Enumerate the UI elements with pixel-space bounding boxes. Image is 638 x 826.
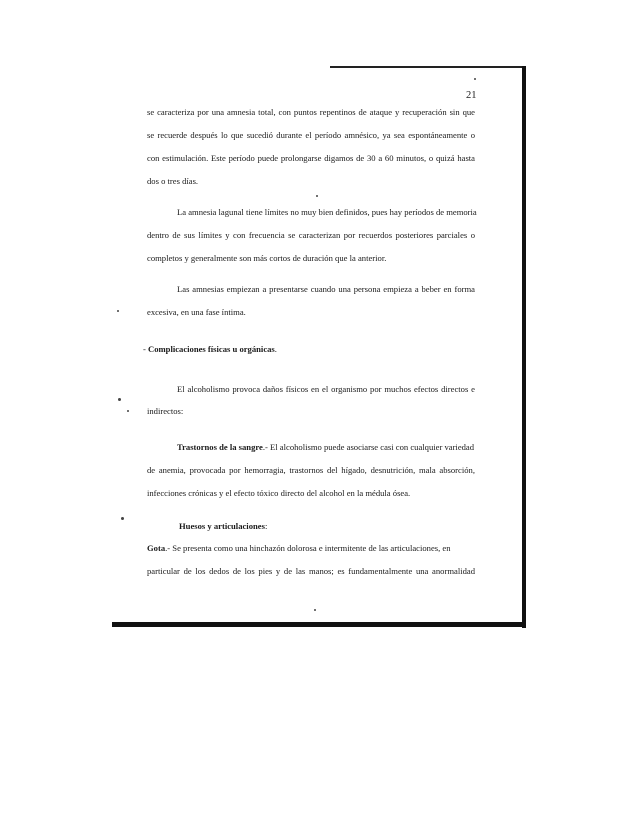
text-line: La amnesia lagunal tiene límites no muy bien definidos, pues hay períodos de memoria bbox=[177, 207, 477, 217]
text-line: particular de los dedos de los pies y de las manos; es fundamentalmente una anormalidad bbox=[147, 566, 475, 576]
scan-speck bbox=[117, 310, 119, 312]
scan-speck bbox=[127, 410, 129, 412]
text-line: con estimulación. Este período puede prolongarse digamos de 30 a 60 minutos, o quizá hasta bbox=[147, 153, 475, 163]
blood-disorders-heading: Trastornos de la sangre bbox=[177, 442, 263, 452]
scan-speck bbox=[118, 398, 121, 401]
scan-speck bbox=[474, 78, 476, 80]
subheading bbox=[179, 521, 507, 532]
text-line: Las amnesias empiezan a presentarse cuando una persona empieza a beber en forma bbox=[177, 284, 475, 294]
text-line: de anemia, provocada por hemorragia, trastornos del hígado, desnutrición, mala absorción, bbox=[147, 465, 475, 475]
text-line: se recuerde después lo que sucedió durante el período amnésico, ya sea espontáneamente o bbox=[147, 130, 475, 140]
scan-speck bbox=[316, 195, 318, 197]
text-line: dentro de sus límites y con frecuencia se caracterizan por recuerdos posteriores parciales o bbox=[147, 230, 475, 240]
subheading-title: Huesos y articulaciones bbox=[179, 521, 265, 531]
text-line: dos o tres días. bbox=[147, 176, 199, 186]
scan-speck bbox=[314, 609, 316, 611]
text-line: se caracteriza por una amnesia total, con puntos repentinos de ataque y recuperación sin que bbox=[147, 107, 475, 117]
gout-text: .- Se presenta como una hinchazón dolorosa e intermitente de las articulaciones, en bbox=[165, 543, 451, 553]
section-heading-suffix: . bbox=[274, 344, 277, 354]
text-line bbox=[147, 543, 475, 554]
section-heading bbox=[143, 344, 471, 355]
text-line: infecciones crónicas y el efecto tóxico directo del alcohol en la médula ósea. bbox=[147, 488, 411, 498]
scan-border-bottom bbox=[112, 622, 526, 627]
text-line: completos y generalmente son más cortos de duración que la anterior. bbox=[147, 253, 387, 263]
section-heading-title: Complicaciones físicas u orgánicas bbox=[148, 344, 275, 354]
blood-disorders-text: .- El alcoholismo puede asociarse casi con cualquier variedad bbox=[262, 442, 475, 452]
text-line: El alcoholismo provoca daños físicos en el organismo por muchos efectos directos e bbox=[177, 384, 475, 394]
scan-speck bbox=[121, 517, 124, 520]
text-line: excesiva, en una fase íntima. bbox=[147, 307, 246, 317]
text-line: indirectos: bbox=[147, 406, 184, 416]
scan-border-top bbox=[330, 66, 526, 68]
section-heading-prefix: - bbox=[143, 344, 149, 354]
page-number: 21 bbox=[466, 90, 477, 101]
scan-border-right bbox=[522, 66, 526, 628]
text-line bbox=[177, 442, 475, 453]
subheading-suffix: : bbox=[264, 521, 268, 531]
gout-heading: Gota bbox=[147, 543, 166, 553]
